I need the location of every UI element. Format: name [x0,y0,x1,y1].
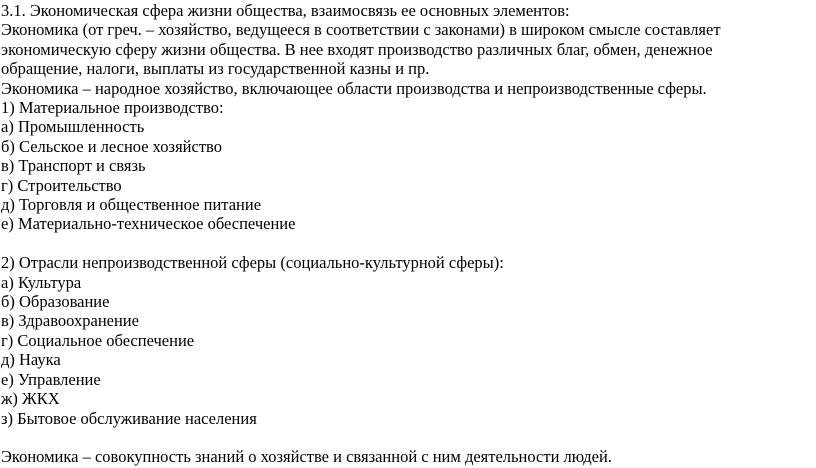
list-item: з) Бытовое обслуживание населения [1,408,257,428]
definition-line: Экономика (от греч. – хозяйство, ведущееся в соответствии с законами) в широком смысле составляет [1,20,721,40]
list-item: г) Строительство [1,175,122,195]
list-item: б) Сельское и лесное хозяйство [1,136,222,156]
document-page [1,1,813,467]
list-item: е) Управление [1,369,101,389]
definition-line: экономическую сферу жизни общества. В нее входят производство различных благ, обмен, денежное [1,39,713,59]
list-item: г) Социальное обеспечение [1,330,195,350]
blank-line [1,234,813,253]
summary-line: Экономика – народное хозяйство, включающее области производства и непроизводственные сферы. [1,78,707,98]
nonproduction-section-title: 2) Отрасли непроизводственной сферы (социально-культурной сферы): [1,253,504,273]
list-item: ж) ЖКХ [1,389,60,409]
list-item: а) Промышленность [1,117,145,137]
list-item: а) Культура [1,272,82,292]
list-item: б) Образование [1,292,110,312]
list-item: в) Транспорт и связь [1,156,146,176]
blank-line [1,428,813,447]
definition-line: обращение, налоги, выплаты из государственной казны и пр. [1,59,430,79]
list-item: в) Здравоохранение [1,311,139,331]
material-section-title: 1) Материальное производство: [1,98,224,118]
list-item: е) Материально-техническое обеспечение [1,214,296,234]
list-item: д) Наука [1,350,61,370]
closing-line: Экономика – совокупность знаний о хозяйстве и связанной с ним деятельности людей. [1,447,612,467]
section-heading: 3.1. Экономическая сфера жизни общества, взаимосвязь ее основных элементов: [1,1,570,20]
list-item: д) Торговля и общественное питание [1,195,262,215]
